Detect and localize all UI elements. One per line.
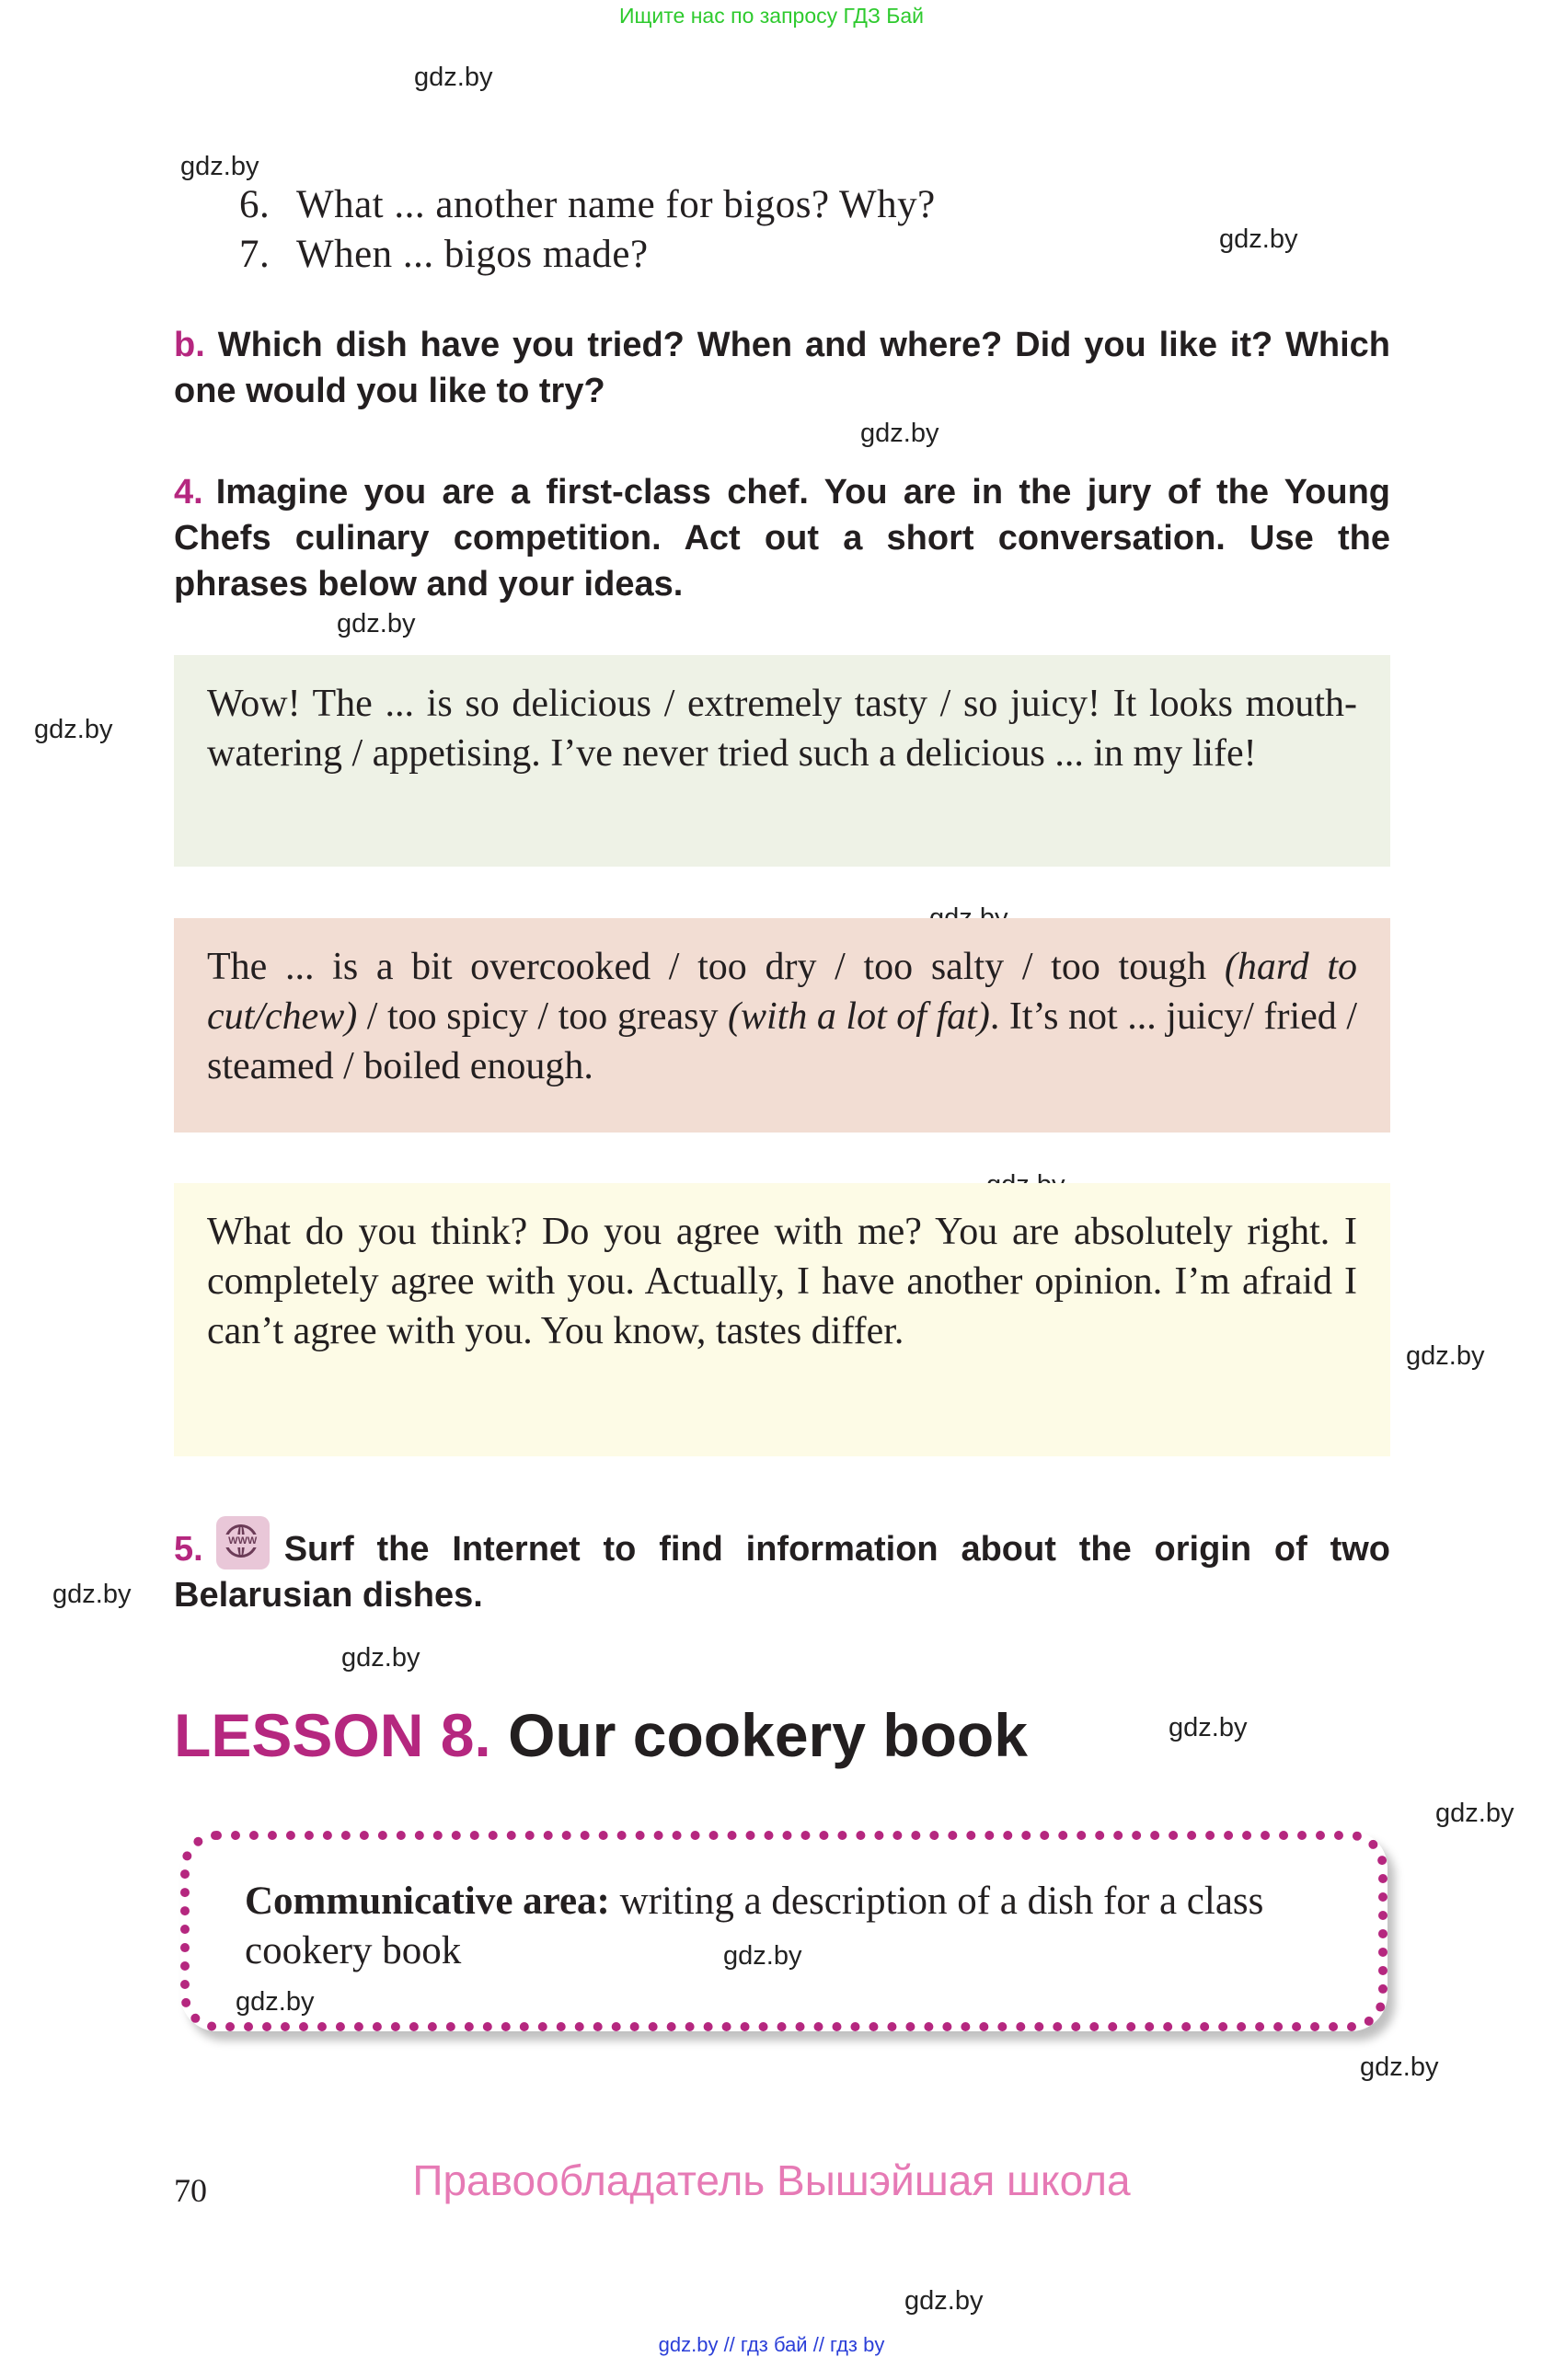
watermark: gdz.by [52, 1580, 132, 1609]
question-text: When ... bigos made? [296, 233, 649, 276]
task-label: b. [174, 326, 205, 364]
watermark: gdz.by [1219, 224, 1298, 254]
watermark: gdz.by [1406, 1341, 1485, 1371]
watermark: gdz.by [34, 715, 113, 744]
question-number: 6. [239, 183, 271, 226]
phrase-box-critique [174, 918, 1390, 1133]
task-label: 5. [174, 1530, 203, 1569]
communicative-area-label: Communicative area: [245, 1880, 610, 1923]
watermark: gdz.by [414, 63, 493, 92]
task-5 [174, 1516, 1390, 1618]
task-text: Imagine you are a first-class chef. You are in the jury of the Young Chefs culinary competition. Act out a short conversation. Use the phrases below and your ideas. [174, 473, 1390, 604]
phrase-note: (with a lot of fat) [727, 995, 990, 1038]
watermark: gdz.by [723, 1941, 802, 1971]
phrase-box-discussion: What do you think? Do you agree with me? You are absolutely right. I completely agree with you. Actually, I have another opinion. I’m afraid I can’t agree with you. You know, tastes differ. [174, 1183, 1390, 1456]
lesson-heading [174, 1700, 1028, 1770]
task-text: Surf the Internet to find information about the origin of two Belarusian dishes. [174, 1530, 1390, 1615]
communicative-area-description: writing a description of a dish for a class cookery book [245, 1880, 1264, 1972]
phrase-text: The ... is a bit overcooked / too dry / too salty / too tough [207, 946, 1225, 988]
phrase-note: (hard to cut/chew) [207, 946, 1357, 1038]
page-number: 70 [174, 2172, 207, 2209]
footer-links: gdz.by // гдз бай // гдз by [658, 2333, 885, 2356]
watermark: gdz.by [1169, 1713, 1248, 1742]
task-label: 4. [174, 473, 203, 512]
watermark: gdz.by [180, 152, 259, 181]
watermark: gdz.by [860, 419, 939, 448]
question-text: What ... another name for bigos? Why? [296, 183, 936, 226]
watermark: gdz.by [1435, 1799, 1514, 1828]
top-banner: Ищите нас по запросу ГДЗ Бай [618, 4, 925, 28]
watermark: gdz.by [1360, 2052, 1439, 2082]
task-text: Which dish have you tried? When and where? Did you like it? Which one would you like to try? [174, 326, 1390, 410]
watermark: gdz.by [341, 1643, 420, 1673]
watermark: gdz.by [337, 609, 416, 638]
watermark: gdz.by [236, 1987, 315, 2017]
www-globe-icon [216, 1516, 270, 1569]
phrase-box-praise: Wow! The ... is so delicious / extremely tasty / so juicy! It looks mouth-watering / appetising. I’ve never tried such a delicious ... in my life! [174, 655, 1390, 867]
copyright-notice: Правообладатель Вышэйшая школа [412, 2156, 1131, 2204]
lesson-number: LESSON 8. [174, 1701, 491, 1769]
question-item [239, 232, 649, 277]
www-icon-text: WWW [216, 1535, 270, 1547]
task-b [174, 322, 1390, 414]
lesson-title: Our cookery book [508, 1701, 1028, 1769]
question-number: 7. [239, 233, 271, 276]
communicative-area-box [180, 1831, 1388, 2031]
question-item [239, 182, 936, 227]
watermark: gdz.by [904, 2286, 984, 2316]
task-4 [174, 469, 1390, 607]
phrase-text: / too spicy / too greasy [357, 995, 728, 1038]
phrase-text: . It’s not ... juicy/ fried / steamed / boiled enough. [207, 995, 1357, 1087]
